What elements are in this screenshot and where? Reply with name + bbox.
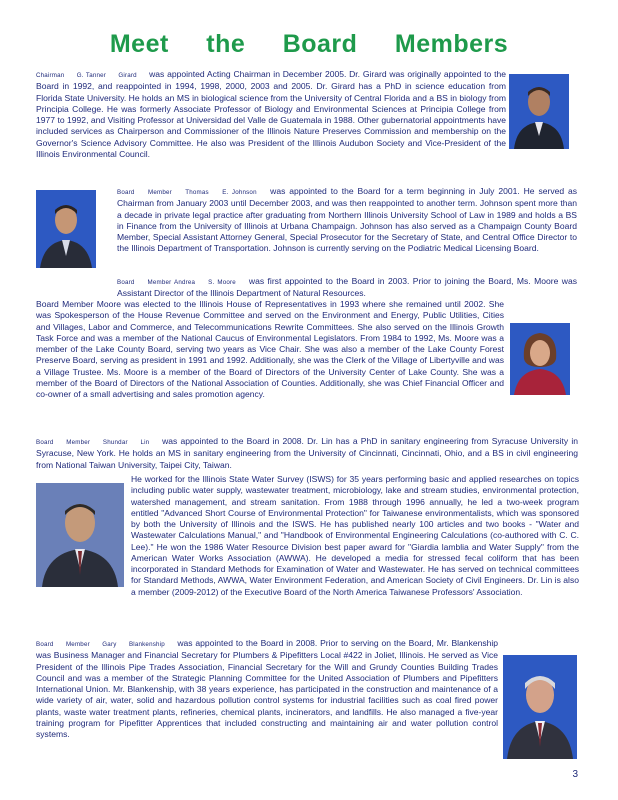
- page-title: Meet the Board Members: [109, 30, 509, 58]
- name-part: Member: [66, 439, 91, 446]
- moore-name: [117, 279, 249, 286]
- name-part: Blankenship: [128, 641, 165, 648]
- portrait-icon: [503, 655, 577, 759]
- name-part: Shundar: [102, 439, 128, 446]
- name-part: Board: [117, 189, 135, 196]
- girard-bio-block: [36, 69, 506, 160]
- lin-photo: [36, 483, 124, 587]
- lin-name: [36, 439, 162, 446]
- portrait-icon: [36, 190, 96, 268]
- blankenship-photo: [503, 655, 577, 759]
- johnson-bio: was appointed to the Board for a term beginning in July 2001. He served as Chairman from January 2003 until December 2003, and was then reappointed to another term. Johnson spent more than a decade in private legal practice after graduating from Northern Illinois University School of Law in 1989 and holds a BS in Finance from the University of Illinois at Urbana Champaign. Johnson has also served as a Champaign County Board Member, Special Assistant Attorney General, Special Prosecutor for the Secretary of State, and Central Office Director to the Illinois Department of Transportation. Johnson is currently serving on the Podiatric Medical Licensing Board.: [117, 186, 578, 254]
- name-part: Board: [36, 439, 54, 446]
- name-part: Lin: [140, 439, 150, 446]
- lin-bio: He worked for the Illinois State Water Survey (ISWS) for 35 years performing basic and applied researches on topics including public water supply, wastewater treatment, microbiology, lake and stream studies, environmental protection, watershed management, and stream sanitation. From 1988 through 1996 annually, he led a two-week program entitled "Advanced Short Course of Environmental Protection" for Taiwanese environmentalists, which was sponsored by both the University of Illinois and the ISWS. He has published nearly 100 articles and two books - "Water and Wastewater Calculations Manual," and "Handbook of Environmental Engineering Calculations (co-authored with C. C. Lee)." He won the 1986 Water Resource Division best paper award for "Giardia lamblia and Water Supply" from the American Water Works Association (AWWA). He developed a media for stressed fecal coliform that has been incorporated in Standard Methods for Examination of Water and Wastewater. He has served on technical committees for Standard Methods, AWWA, Water Environment Federation, and American Society of Civil Engineers. Dr. Lin is also a member (2009-2012) of the Executive Board of the North America Taiwanese Professors' Association.: [131, 474, 579, 597]
- name-part: Thomas: [185, 189, 209, 196]
- name-part: S. Moore: [208, 279, 236, 286]
- name-part: Board: [117, 279, 135, 286]
- girard-bio: was appointed Acting Chairman in December 2005. Dr. Girard was originally appointed to the Board in 1992, and reappointed in 1994, 1998, 2000, 2003 and 2005. Dr. Girard has a PhD in science education from Florida State University. He holds an MS in biological science from the University of Central Florida and a BS in biology from Principia College. He was formerly Associate Professor of Biology and Environmental Sciences at Principia College from 1977 to 1992, and Visiting Professor at Universidad del Valle de Guatemala in 1988. Other gubernatorial appointments have included services as Chairperson and Commissioner of the Illinois Nature Preserves Commission and membership on the Governor's Science Advisory Committee. He also was President of the Illinois Audubon Society and Vice-President of the Illinois Environmental Council.: [36, 69, 506, 159]
- portrait-icon: [510, 323, 570, 395]
- name-part: Gary: [102, 641, 117, 648]
- lin-bio-lead: was appointed to the Board in 2008. Dr. Lin has a PhD in sanitary engineering from Syracuse University in Syracuse, New York. He holds an MS in sanitary engineering from the University of Cincinnati, Cincinnati, Ohio, and a BS in civil engineering from National Taiwan University, Taipei City, Taiwan.: [36, 436, 578, 470]
- blankenship-name: [36, 641, 177, 648]
- name-part: Member: [147, 189, 172, 196]
- portrait-icon: [509, 74, 569, 149]
- name-part: Girard: [118, 72, 137, 79]
- girard-photo: [509, 74, 569, 149]
- lin-lead-block: [36, 436, 578, 471]
- johnson-photo: [36, 190, 96, 268]
- name-part: Member: [65, 641, 90, 648]
- girard-name: [36, 72, 149, 79]
- name-part: E. Johnson: [222, 189, 257, 196]
- portrait-icon: [36, 483, 124, 587]
- blankenship-bio: was appointed to the Board in 2008. Prior to serving on the Board, Mr. Blankenship was Business Manager and Financial Secretary for Plumbers & Pipefitters Local #422 in Joliet, Illinois. He served as Vice President of the Illinois Pipe Trades Association, Financial Secretary for the Will and Grundy Counties Building Trades Council and was a member of the Strategic Planning Committee for the United Association of Plumbers and Pipefitters International Union. Mr. Blankenship, with 38 years experience, has participated in the construction and maintenance of a wide variety of air, water, solid and hazardous pollution control systems for industrial facilities such as coal fired power plants, waste water treatment plants, refineries, chemical plants, incinerators, and landfills. He also managed a five-year training program for Pipefitter Apprentices that included constructing and maintaining air and water pollution control systems.: [36, 638, 499, 739]
- lin-bio-block: [131, 474, 579, 598]
- blankenship-bio-block: [36, 638, 498, 740]
- name-part: Board: [36, 641, 54, 648]
- name-part: G. Tanner: [76, 72, 107, 79]
- moore-photo: [510, 323, 570, 395]
- name-part: Member Andrea: [147, 279, 196, 286]
- moore-bio: Board Member Moore was elected to the Illinois House of Representatives in 1993 where she remained until 2002. She was Spokesperson of the House Revenue Committee and served on the Environment and Energy, Public Utilities, Cities and Villages, Labor and Commerce, and Telecommunications Rewrite Committees. She also served on the Illinois Growth Task Force and was a member of the National Caucus of Environmental Legislators. From 1984 to 1992, Ms. Moore was a member of the Lake County Board, serving two years as Vice Chair. She was also a member of the Lake County Forest Preserve Board, serving as president in 1991 and 1992. Additionally, she was the Clerk of the Village of Libertyville and was a Village Trustee. Ms. Moore is a member of the Board of Directors of the University Center of Lake County. She was a member of the Board of Directors of the National Association of Counties. Additionally, she was Chief Financial Officer and co-owner of a small advertising and sales promotion agency.: [36, 299, 504, 399]
- moore-bio-lead: was first appointed to the Board in 2003. Prior to joining the Board, Ms. Moore was Assistant Director of the Illinois Department of Natural Resources.: [117, 276, 577, 299]
- page-number: 3: [572, 769, 578, 780]
- johnson-bio-block: [117, 186, 577, 255]
- name-part: Chairman: [36, 72, 65, 79]
- moore-lead-block: [117, 276, 577, 300]
- moore-bio-block: [36, 299, 504, 400]
- johnson-name: [117, 189, 270, 196]
